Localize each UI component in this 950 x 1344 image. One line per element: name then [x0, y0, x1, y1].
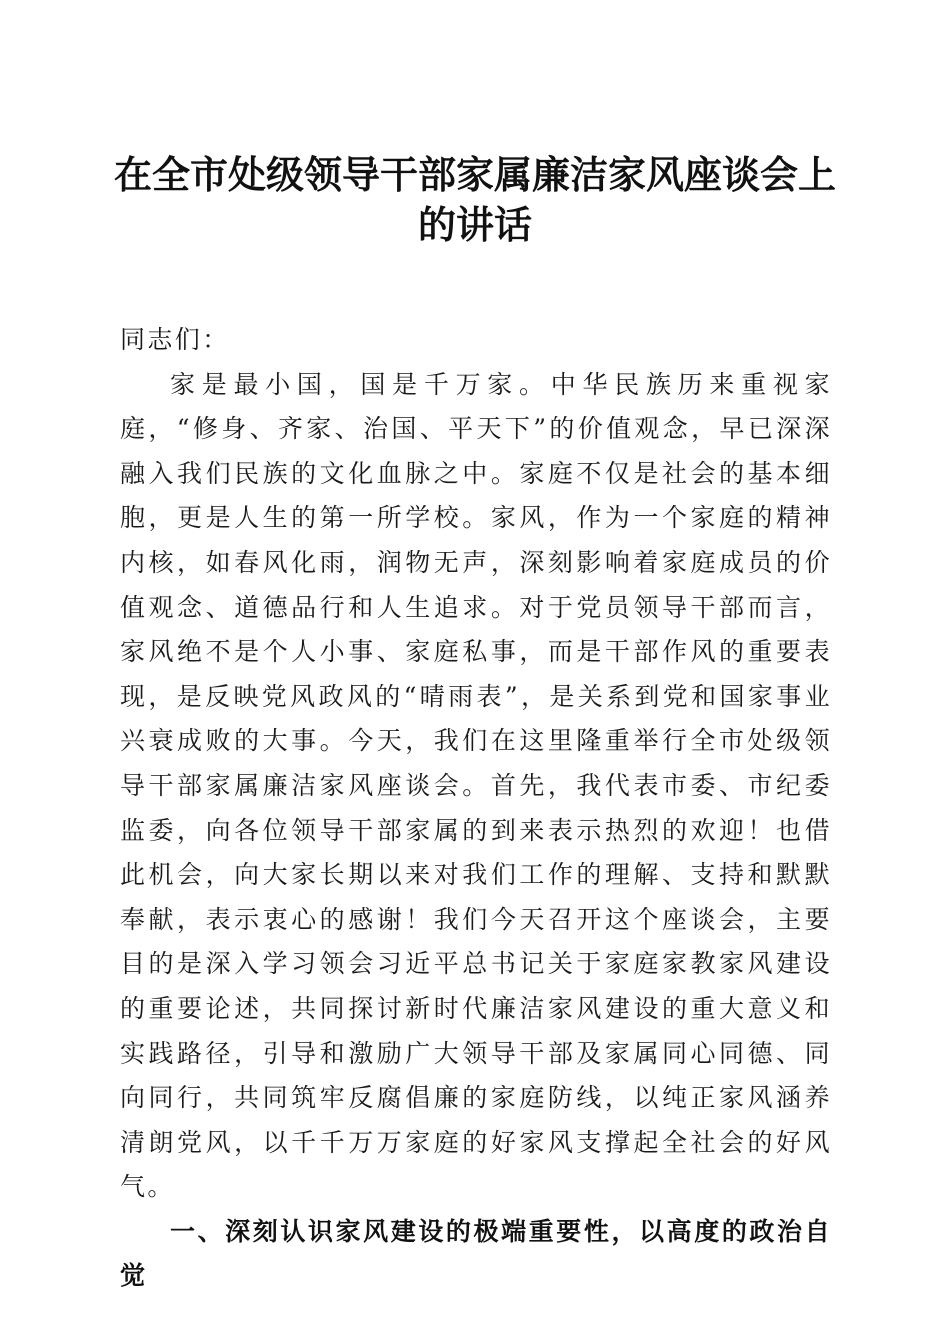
body-paragraph: 家是最小国，国是千万家。中华民族历来重视家庭，“修身、齐家、治国、平天下”的价值观念，早已深深融入我们民族的文化血脉之中。家庭不仅是社会的基本细胞，更是人生的第一所学校。家风，作为一个家庭的精神内核，如春风化雨，润物无声，深刻影响着家庭成员的价值观念、道德品行和人生追求。对于党员领导干部而言，家风绝不是个人小事、家庭私事，而是干部作风的重要表现，是反映党风政风的“晴雨表”，是关系到党和国家事业兴衰成败的大事。今天，我们在这里隆重举行全市处级领导干部家属廉洁家风座谈会。首先，我代表市委、市纪委监委，向各位领导干部家属的到来表示热烈的欢迎！也借此机会，向大家长期以来对我们工作的理解、支持和默默奉献，表示衷心的感谢！我们今天召开这个座谈会，主要目的是深入学习领会习近平总书记关于家庭家教家风建设的重要论述，共同探讨新时代廉洁家风建设的重大意义和实践路径，引导和激励广大领导干部及家属同心同德、同向同行，共同筑牢反腐倡廉的家庭防线，以纯正家风涵养清朗党风，以千千万万家庭的好家风支撑起全社会的好风气。	[120, 369, 832, 1202]
greeting: 同志们：	[120, 325, 230, 354]
section-heading: 一、深刻认识家风建设的极端重要性，以高度的政治自觉	[120, 1216, 832, 1291]
document-body	[120, 318, 832, 1299]
document-title: 在全市处级领导干部家属廉洁家风座谈会上的讲话	[113, 152, 836, 247]
